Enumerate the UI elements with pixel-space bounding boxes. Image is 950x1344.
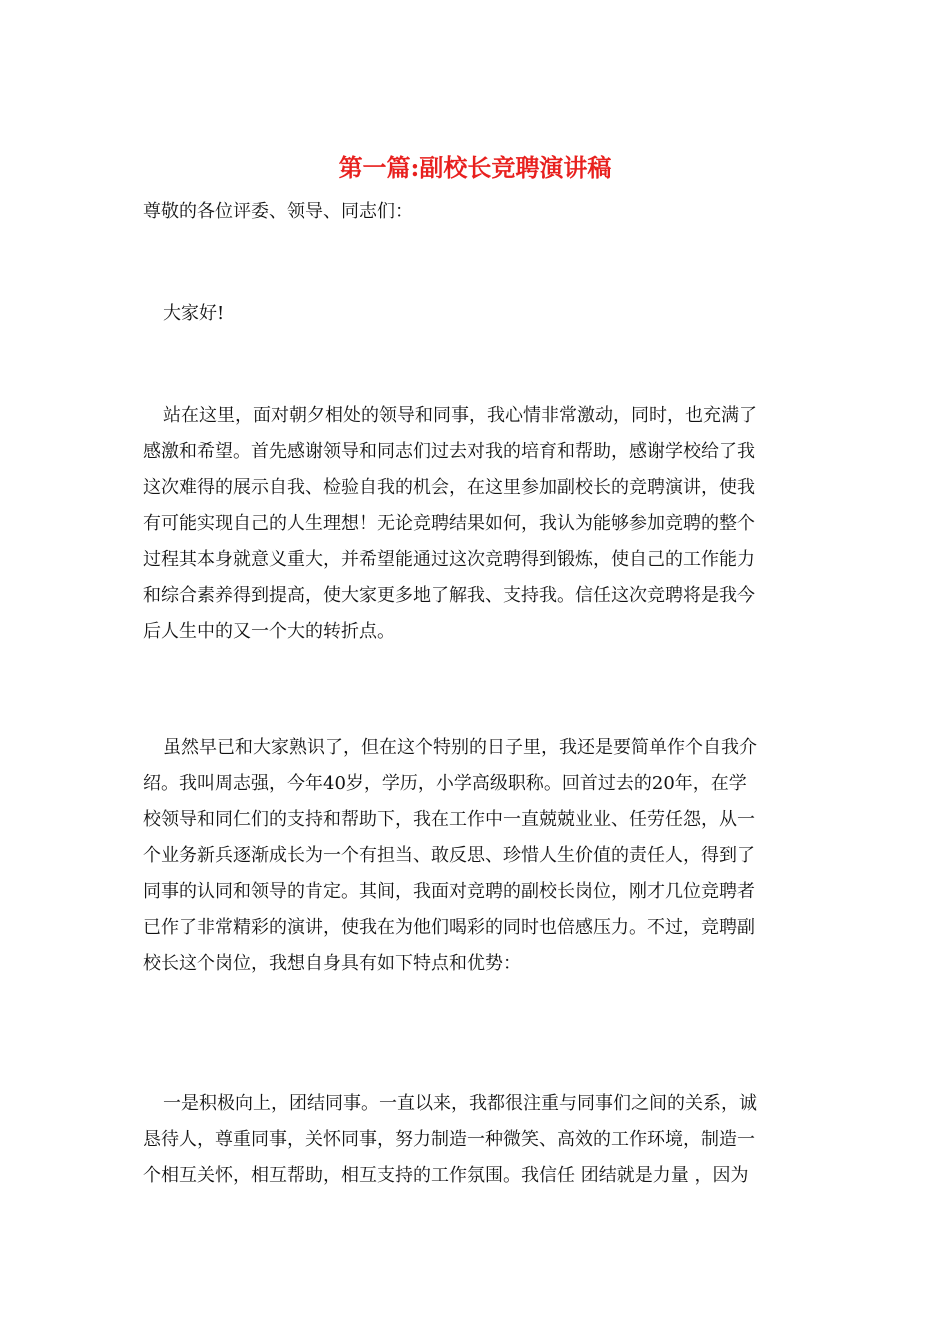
- document-title: 第一篇:副校长竞聘演讲稿: [338, 153, 612, 182]
- paragraph-line: 个业务新兵逐渐成长为一个有担当、敢反思、珍惜人生价值的责任人，得到了: [143, 845, 755, 866]
- paragraph-line: 一是积极向上，团结同事。一直以来，我都很注重与同事们之间的关系，诚: [163, 1093, 757, 1114]
- paragraph-line: 校长这个岗位，我想自身具有如下特点和优势：: [143, 953, 521, 974]
- paragraph-line: 个相互关怀，相互帮助，相互支持的工作氛围。我信任 团结就是力量 ，因为: [143, 1165, 749, 1186]
- paragraph-line: 感激和希望。首先感谢领导和同志们过去对我的培育和帮助，感谢学校给了我: [143, 441, 755, 462]
- paragraph-line: 有可能实现自己的人生理想！无论竞聘结果如何，我认为能够参加竞聘的整个: [143, 513, 755, 534]
- paragraph-line: 校领导和同仁们的支持和帮助下，我在工作中一直兢兢业业、任劳任怨，从一: [143, 809, 755, 830]
- salutation: 尊敬的各位评委、领导、同志们：: [143, 201, 413, 222]
- greeting: 大家好!: [163, 303, 225, 324]
- paragraph-line: 站在这里，面对朝夕相处的领导和同事，我心情非常激动，同时，也充满了: [163, 405, 757, 426]
- paragraph-line: 虽然早已和大家熟识了，但在这个特别的日子里，我还是要简单作个自我介: [163, 737, 757, 758]
- paragraph-line: 恳待人，尊重同事，关怀同事，努力制造一种微笑、高效的工作环境，制造一: [143, 1129, 755, 1150]
- paragraph-line: 绍。我叫周志强，今年40岁，学历，小学高级职称。回首过去的20年，在学: [143, 773, 747, 794]
- paragraph-line: 同事的认同和领导的肯定。其间，我面对竞聘的副校长岗位，刚才几位竞聘者: [143, 881, 755, 902]
- paragraph-line: 这次难得的展示自我、检验自我的机会，在这里参加副校长的竞聘演讲，使我: [143, 477, 755, 498]
- paragraph-line: 后人生中的又一个大的转折点。: [143, 621, 395, 642]
- paragraph-line: 和综合素养得到提高，使大家更多地了解我、支持我。信任这次竞聘将是我今: [143, 585, 755, 606]
- paragraph-line: 已作了非常精彩的演讲，使我在为他们喝彩的同时也倍感压力。不过，竞聘副: [143, 917, 755, 938]
- paragraph-line: 过程其本身就意义重大，并希望能通过这次竞聘得到锻炼，使自己的工作能力: [143, 549, 755, 570]
